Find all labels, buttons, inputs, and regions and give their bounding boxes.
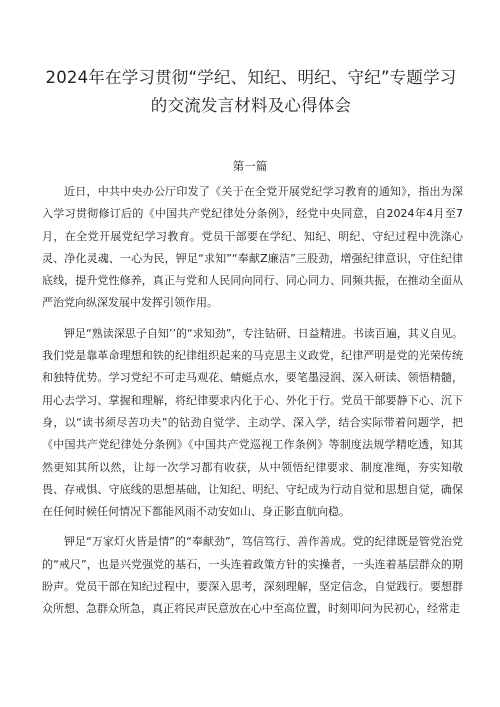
- paragraph: 钾足“熟读深思子自知’’的“求知劲”，专注钻研、日益精进。书读百遍，其义自见。我们党是靠革命理想和铁的纪律组织起来的马克思主义政党，纪律严明是党的光荣传统和独特优势。学习党纪不可走马观花、蜻蜓点水，要笔墨浸润、深入研读、领悟精髓，用心去学习、掌握和理解，将纪律要求内化于心、外化于行。党员干部要静下心、沉下身，以“读书须尽苦功夫”的钻劲自觉学、主动学、深入学，结合实际带着问题学，把《中国共产党纪律处分条例》《中国共产党巡视工作条例》等制度法规学精吃透，知其然更知其所以然，让每一次学习都有收获，从中领悟纪律要求、制度准绳，夯实知敬畏、存戒惧、守底线的思想基础，让知纪、明纪、守纪成为行动自觉和思想自觉，确保在任何时候任何情况下都能风雨不动安如山、身正影直航向稳。: [42, 326, 463, 519]
- paragraph: 钾足“万家灯火皆是情”的“奉献劲”，笃信笃行、善作善成。党的纪律既是管党治党的“戒尺”，也是兴党强党的基石，一头连着政策方针的实操者，一头连着基层群众的期盼声。党员干部在知纪过程中，要深入思考，深刻理解，坚定信念，自觉践行。要想群众所想、急群众所急，真正将民声民意放在心中至高位置，时刻叩问为民初心，经常走: [42, 535, 463, 616]
- section-heading: 第一篇: [232, 159, 268, 173]
- document-body: [42, 181, 463, 621]
- document-title: 2024年在学习贯彻“学纪、知纪、明纪、守纪”专题学习的交流发言材料及心得体会: [45, 68, 457, 115]
- paragraph: 近日，中共中央办公厅印发了《关于在全党开展党纪学习教育的通知》，指出为深入学习贯彻修订后的《中国共产党纪律处分条例》，经党中央同意，自2024年4月至7月，在全党开展党纪学习教育。党员干部要在学纪、知纪、明纪、守纪过程中洗涤心灵、净化灵魂、一心为民，钾足“求知”“奉献Z廉洁”三股劲，增强纪律意识，守住纪律底线，提升党性修养，真正与党和人民同向同行、同心同力、同频共振，在推动全面从严治党向纵深发展中发挥引领作用。: [42, 185, 463, 310]
